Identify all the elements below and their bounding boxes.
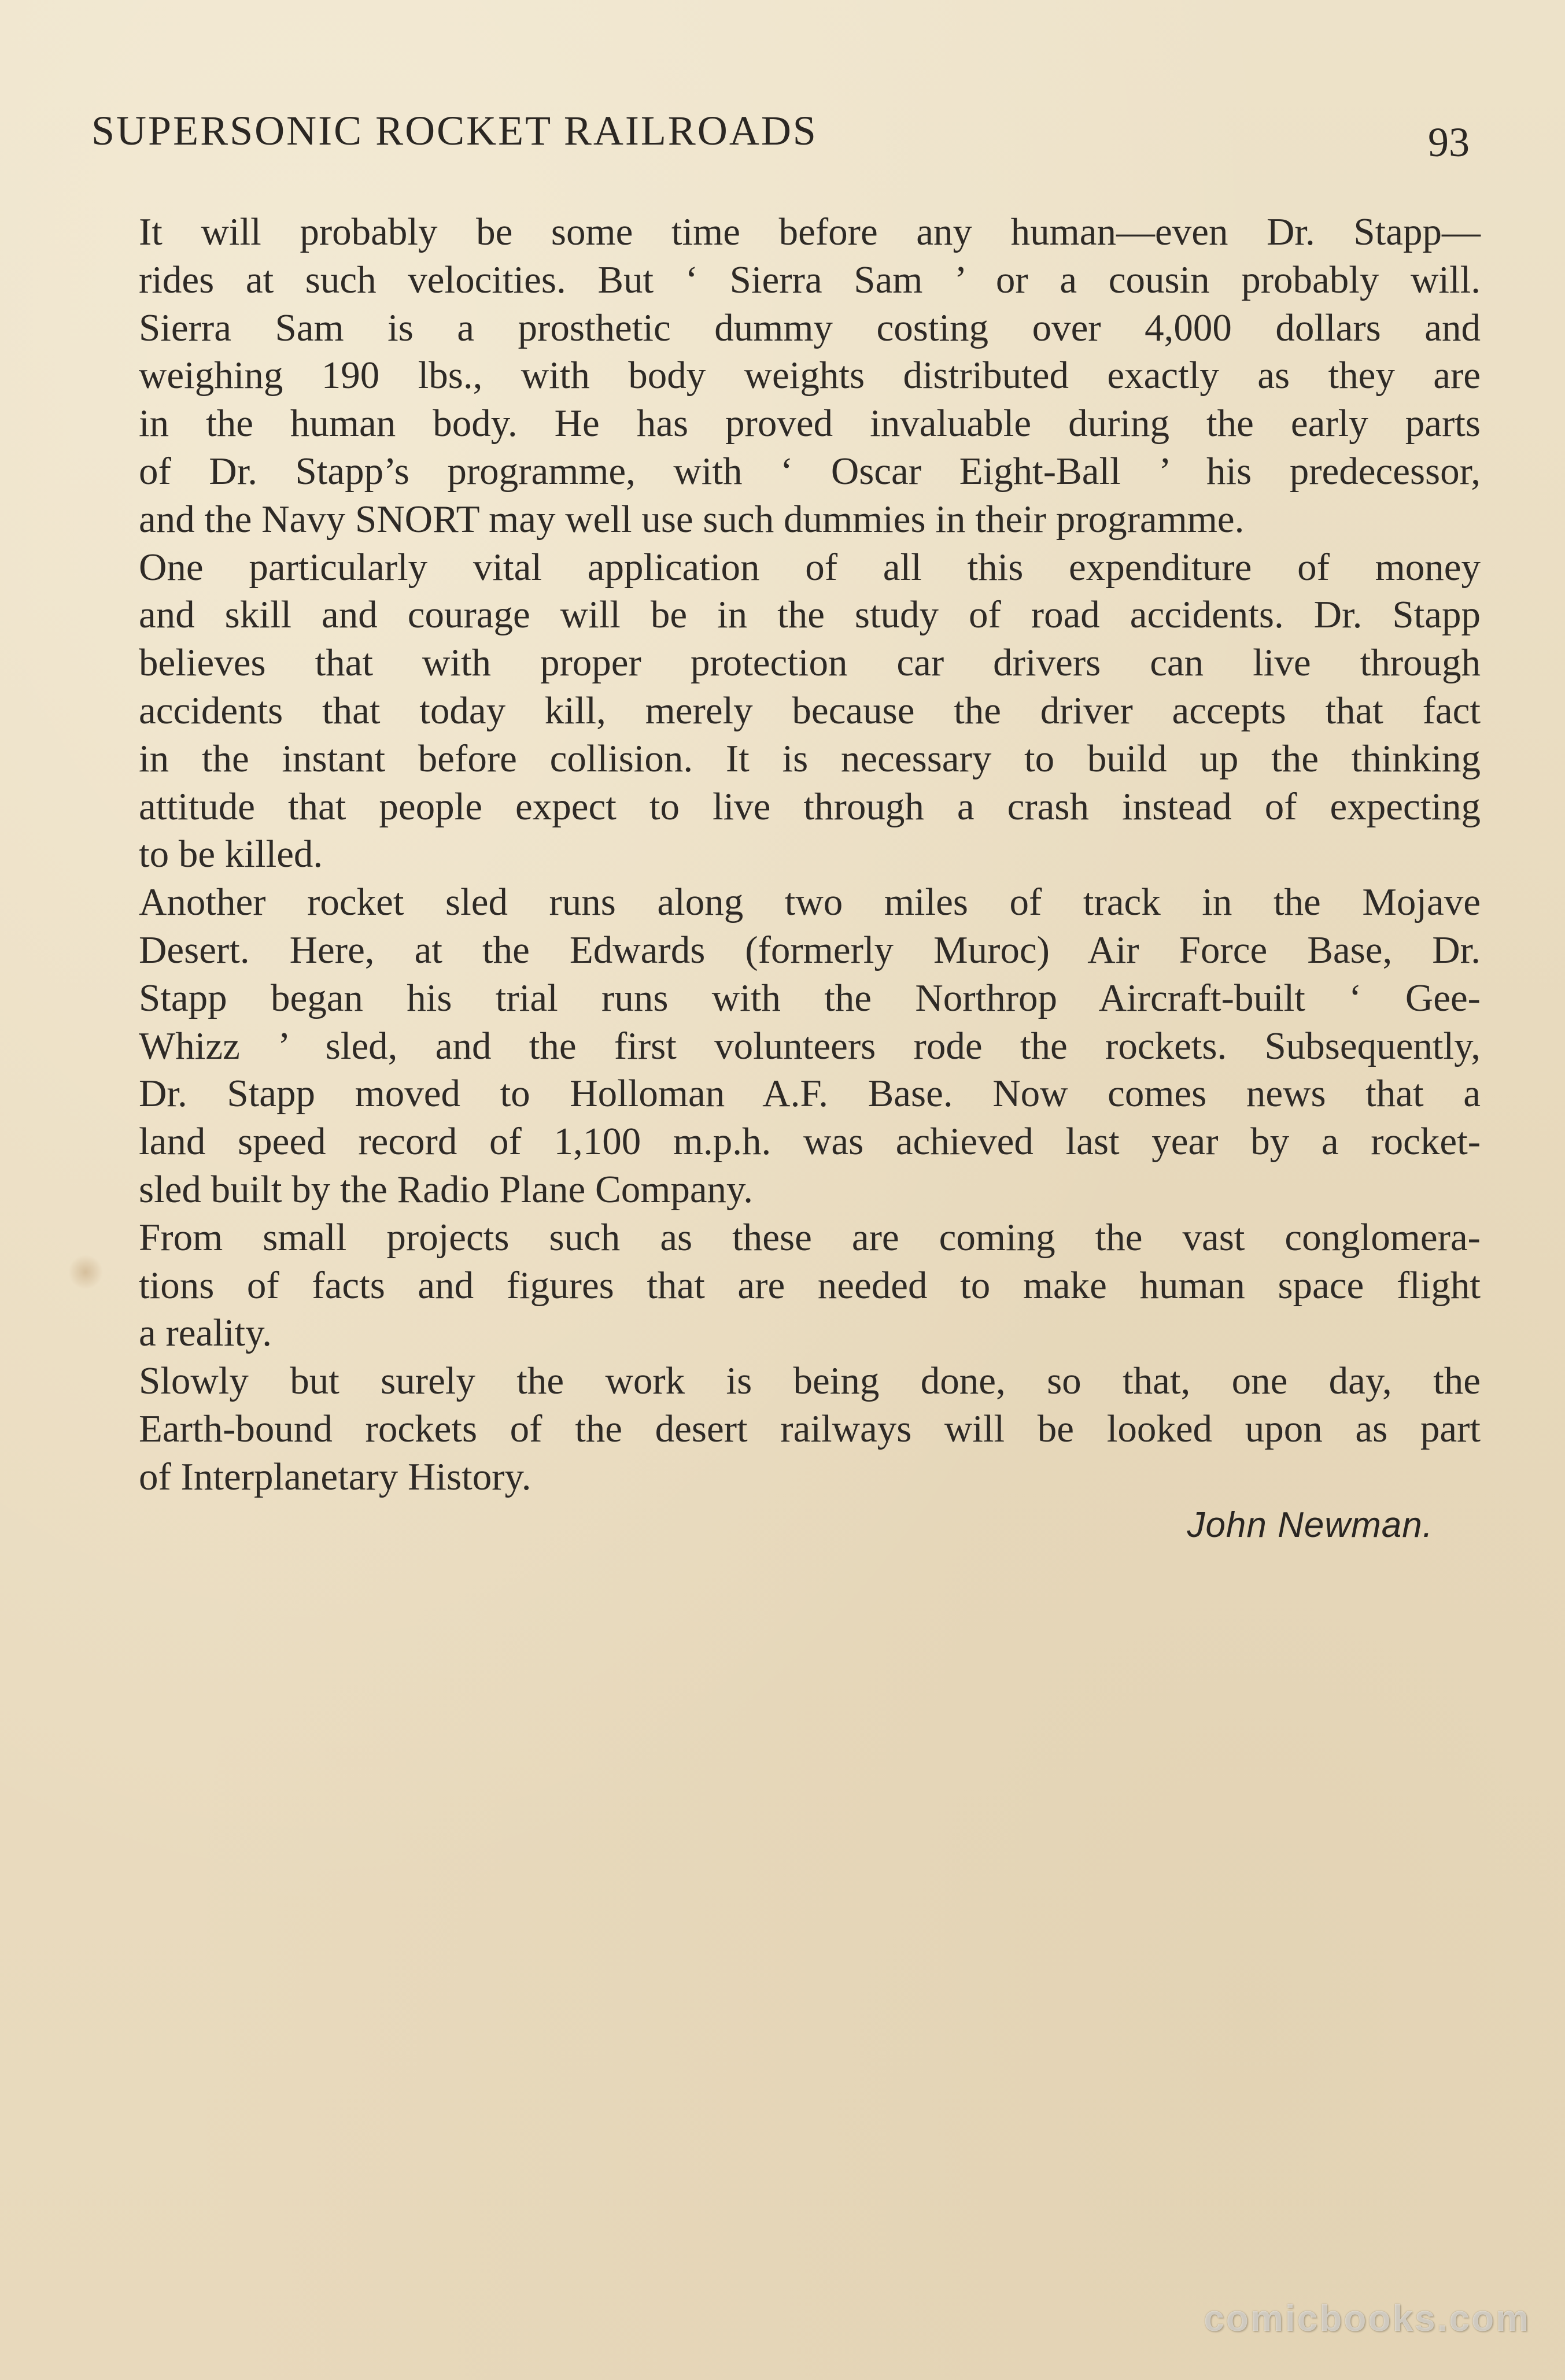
text-line: of Interplanetary History. <box>139 1455 531 1498</box>
paragraph-4 <box>93 1214 1481 1357</box>
text-line: believes that with proper protection car drivers can live through <box>139 641 1481 685</box>
paragraph-5 <box>93 1357 1481 1501</box>
text-line: of Dr. Stapp’s programme, with ‘ Oscar Eight-Ball ’ his predecessor, <box>139 449 1481 493</box>
text-line: Earth-bound rockets of the desert railways will be looked upon as part <box>139 1407 1481 1450</box>
page-number: 93 <box>1428 119 1470 165</box>
author-signature: John Newman. <box>1187 1505 1433 1545</box>
text-line: From small projects such as these are coming the vast conglomera- <box>139 1215 1481 1259</box>
paragraph-1 <box>93 208 1481 544</box>
text-line: in the instant before collision. It is necessary to build up the thinking <box>139 737 1481 780</box>
text-line: Dr. Stapp moved to Holloman A.F. Base. Now comes news that a <box>139 1072 1481 1115</box>
text-line: in the human body. He has proved invaluable during the early parts <box>139 402 1481 445</box>
text-line: sled built by the Radio Plane Company. <box>139 1167 753 1211</box>
text-line: weighing 190 lbs., with body weights distributed exactly as they are <box>139 354 1481 397</box>
text-line: accidents that today kill, merely because the driver accepts that fact <box>139 689 1481 732</box>
text-line: One particularly vital application of all this expenditure of money <box>139 545 1481 589</box>
text-line: Sierra Sam is a prosthetic dummy costing over 4,000 dollars and <box>139 306 1481 349</box>
text-line: and skill and courage will be in the study of road accidents. Dr. Stapp <box>139 593 1481 637</box>
text-line: tions of facts and figures that are needed to make human space flight <box>139 1263 1481 1307</box>
paragraph-2 <box>93 544 1481 879</box>
text-line: It will probably be some time before any human—even Dr. Stapp— <box>139 210 1481 253</box>
text-line: Another rocket sled runs along two miles of track in the Mojave <box>139 881 1481 924</box>
text-line: Slowly but surely the work is being done, so that, one day, the <box>139 1359 1481 1403</box>
text-line: Whizz ’ sled, and the first volunteers rode the rockets. Subsequently, <box>139 1024 1481 1067</box>
text-line: Desert. Here, at the Edwards (formerly Muroc) Air Force Base, Dr. <box>139 928 1481 971</box>
text-line: rides at such velocities. But ‘ Sierra Sam ’ or a cousin probably will. <box>139 258 1481 301</box>
text-line: land speed record of 1,100 m.p.h. was achieved last year by a rocket- <box>139 1120 1481 1163</box>
article-body <box>93 208 1481 1501</box>
text-line: and the Navy SNORT may well use such dummies in their programme. <box>139 497 1245 541</box>
site-watermark: comicbooks.com <box>1204 2297 1530 2339</box>
paragraph-3 <box>93 878 1481 1214</box>
text-line: Stapp began his trial runs with the Northrop Aircraft-built ‘ Gee- <box>139 976 1481 1019</box>
text-line: attitude that people expect to live through a crash instead of expecting <box>139 785 1481 828</box>
text-line: to be killed. <box>139 833 323 876</box>
running-title: SUPERSONIC ROCKET RAILROADS <box>91 108 818 154</box>
text-line: a reality. <box>139 1311 272 1355</box>
